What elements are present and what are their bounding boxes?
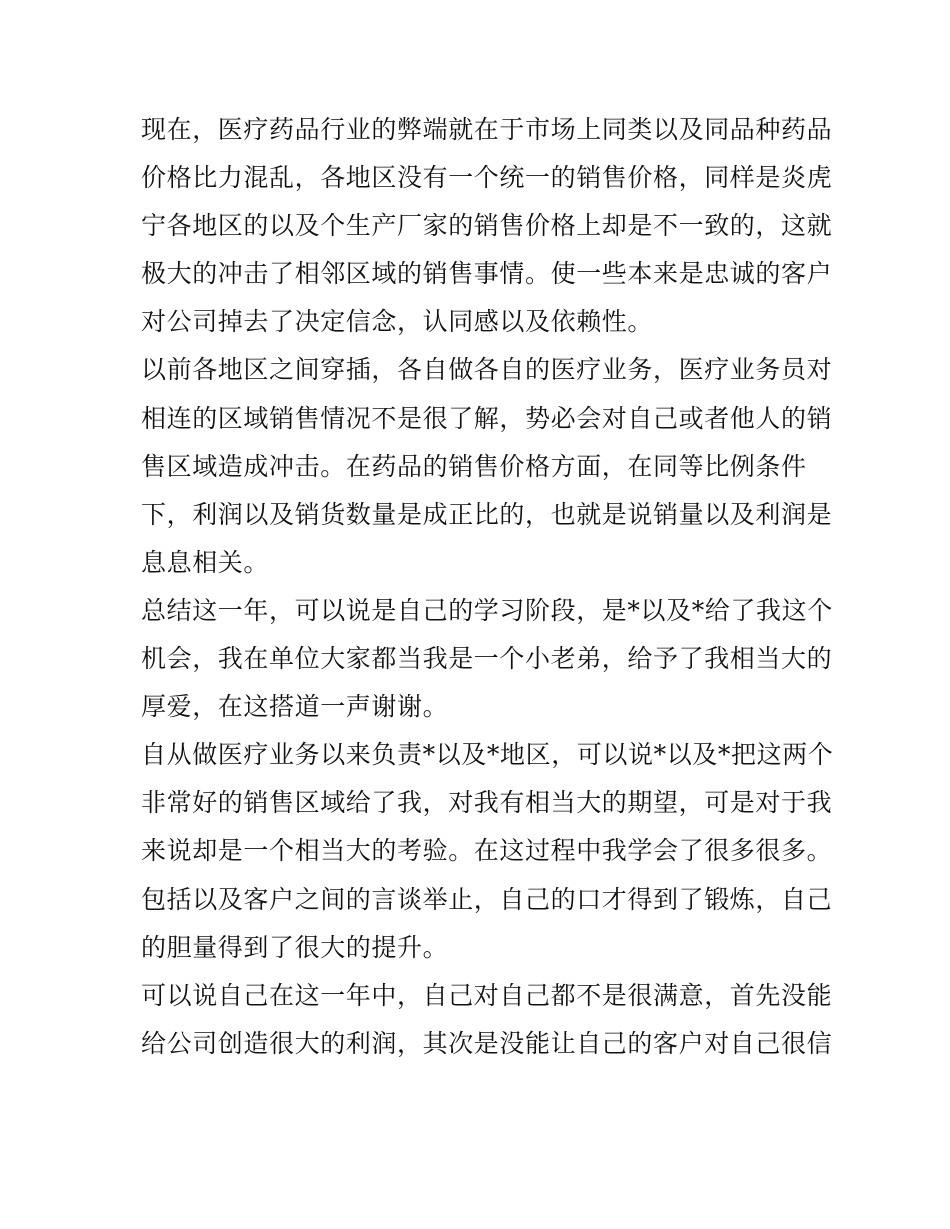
text-line: 自从做医疗业务以来负责*以及*地区，可以说*以及*把这两个 [141, 740, 834, 770]
text-line: 息息相关。 [141, 547, 270, 577]
paragraph-5 [141, 972, 833, 1068]
text-line: 宁各地区的以及个生产厂家的销售价格上却是不一致的，这就 [141, 211, 833, 241]
text-line: 相连的区域销售情况不是很了解，势必会对自己或者他人的销 [141, 403, 833, 433]
text-line: 以前各地区之间穿插，各自做各自的医疗业务，医疗业务员对 [141, 355, 833, 385]
text-line: 下，利润以及销货数量是成正比的，也就是说销量以及利润是 [141, 499, 833, 529]
text-line: 非常好的销售区域给了我，对我有相当大的期望，可是对于我 [141, 788, 833, 818]
text-line: 总结这一年，可以说是自己的学习阶段，是*以及*给了我这个 [141, 595, 833, 625]
text-line: 的胆量得到了很大的提升。 [141, 932, 449, 962]
text-line: 厚爱，在这搭道一声谢谢。 [141, 692, 449, 722]
text-line: 价格比力混乱，各地区没有一个统一的销售价格，同样是炎虎 [141, 163, 833, 193]
document-body [141, 106, 834, 1068]
text-line: 包括以及客户之间的言谈举止，自己的口才得到了锻炼，自己 [141, 884, 833, 914]
text-line: 可以说自己在这一年中，自己对自己都不是很满意，首先没能 [141, 980, 833, 1010]
text-line: 对公司掉去了决定信念，认同感以及依赖性。 [141, 307, 654, 337]
text-line: 来说却是一个相当大的考验。在这过程中我学会了很多很多。 [141, 836, 833, 866]
paragraph-3 [141, 587, 833, 731]
paragraph-1 [141, 106, 833, 346]
text-line: 售区域造成冲击。在药品的销售价格方面，在同等比例条件 [141, 451, 807, 481]
text-line: 现在，医疗药品行业的弊端就在于市场上同类以及同品种药品 [141, 115, 833, 144]
text-line: 给公司创造很大的利润，其次是没能让自己的客户对自己很信 [141, 1028, 833, 1058]
text-line: 极大的冲击了相邻区域的销售事情。使一些本来是忠诚的客户 [141, 259, 833, 289]
text-line: 机会，我在单位大家都当我是一个小老弟，给予了我相当大的 [141, 644, 833, 674]
paragraph-2 [141, 346, 833, 586]
paragraph-4 [141, 731, 834, 971]
